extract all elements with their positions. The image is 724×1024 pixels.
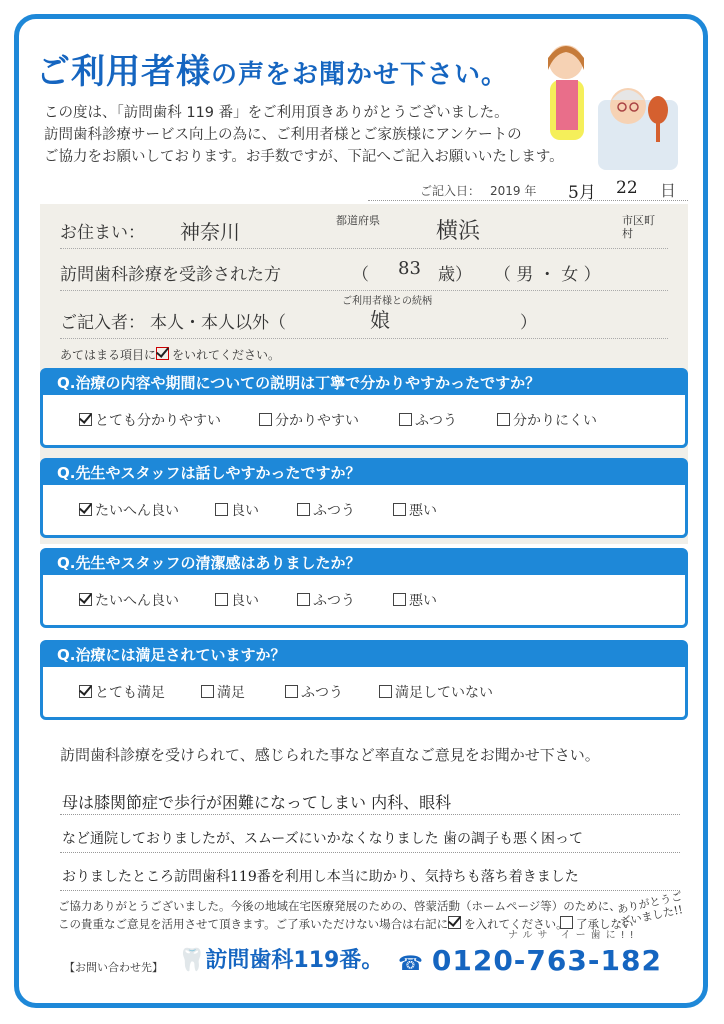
age-unit: 歳）	[438, 265, 472, 285]
entry-date: ご記入日： 2019 年 5月 22 日	[368, 178, 688, 201]
age-value: 83	[398, 258, 421, 279]
question-title: Q.治療には満足されていますか？	[43, 643, 685, 667]
checkmark-icon	[156, 347, 169, 360]
comment-line-3: おりましたところ訪問歯科119番を利用し本当に助かり、気持ちも落ち着きました	[62, 869, 579, 885]
option-3[interactable]: ふつう	[285, 682, 343, 702]
option-1[interactable]: たいへん良い	[79, 500, 179, 520]
address-label: お住まい：	[60, 223, 145, 243]
option-3[interactable]: ふつう	[297, 590, 355, 610]
prefecture-value: 神奈川	[180, 220, 240, 244]
consent-text-1: ご協力ありがとうございました。今後の地域在宅医療発展のための、啓蒙活動（ホームページ等）のために、	[58, 899, 621, 913]
phone-number[interactable]: ☎ 0120-763-182	[398, 944, 662, 977]
writer-label: ご記入者：	[60, 313, 145, 333]
option-1[interactable]: たいへん良い	[79, 590, 179, 610]
city-value: 横浜	[436, 219, 481, 244]
consent-text-2: この貴重なご意見を活用させて頂きます。ご了承いただけない場合は右記に を入れてください。	[58, 917, 568, 931]
writer-options: 本人・本人以外（	[150, 313, 286, 333]
option-4[interactable]: 悪い	[393, 500, 437, 520]
prefecture-unit: 都道府県	[336, 214, 380, 227]
free-comment-question: 訪問歯科診療を受けられて、感じられた事など率直なご意見をお聞かせ下さい。	[60, 746, 600, 764]
sex-options: （ 男 ・ 女 ）	[494, 265, 601, 285]
option-1[interactable]: とても満足	[79, 682, 165, 702]
comment-line-2: など通院しておりましたが、スムーズにいかなくなりました 歯の調子も悪く困って	[62, 831, 584, 847]
city-unit: 市区町村	[622, 214, 655, 240]
question-satisfaction	[40, 640, 688, 720]
age-open: （	[352, 265, 369, 285]
contact-label: 【お問い合わせ先】	[64, 961, 163, 974]
decline-option[interactable]: 了承しない	[560, 916, 634, 932]
option-2[interactable]: 分かりやすい	[259, 410, 359, 430]
option-2[interactable]: 良い	[215, 590, 259, 610]
question-cleanliness	[40, 548, 688, 628]
clinic-logo: 🦷訪問歯科119番。	[178, 948, 384, 973]
phone-mnemonic: ナルサ イー歯に!!	[508, 930, 639, 941]
patient-label: 訪問歯科診療を受診された方	[60, 265, 281, 285]
option-2[interactable]: 良い	[215, 500, 259, 520]
option-4[interactable]: 悪い	[393, 590, 437, 610]
check-instruction: あてはまる項目に をいれてください。	[60, 348, 281, 362]
handwritten-thanks: ありがとうございました!!	[616, 889, 684, 929]
option-4[interactable]: 満足していない	[379, 682, 493, 702]
page-title: ご利用者様の声をお聞かせ下さい。	[36, 52, 509, 92]
relation-note: ご利用者様との続柄	[342, 296, 432, 307]
question-title: Q.治療の内容や期間についての説明は丁寧で分かりやすかったですか？	[43, 371, 685, 395]
option-4[interactable]: 分かりにくい	[497, 410, 597, 430]
phone-icon: ☎	[398, 951, 432, 975]
comment-line-1: 母は膝関節症で歩行が困難になってしまい 内科、眼科	[62, 793, 452, 812]
writer-value: 娘	[370, 308, 390, 332]
checkmark-icon	[448, 916, 461, 929]
option-3[interactable]: ふつう	[297, 500, 355, 520]
question-ease-of-talk	[40, 458, 688, 538]
question-title: Q.先生やスタッフは話しやすかったですか？	[43, 461, 685, 485]
option-3[interactable]: ふつう	[399, 410, 457, 430]
writer-close: ）	[520, 313, 537, 333]
intro-text: この度は、「訪問歯科 119 番」をご利用頂きありがとうございました。 訪問歯科診療サービス向上の為に、ご利用者様とご家族様にアンケートの ご協力をお願いしております。お手数ですが、下記へご記入お願いいたします。	[44, 105, 564, 165]
question-title: Q.先生やスタッフの清潔感はありましたか？	[43, 551, 685, 575]
question-explanation	[40, 368, 688, 448]
option-2[interactable]: 満足	[201, 682, 245, 702]
option-1[interactable]: とても分かりやすい	[79, 410, 221, 430]
